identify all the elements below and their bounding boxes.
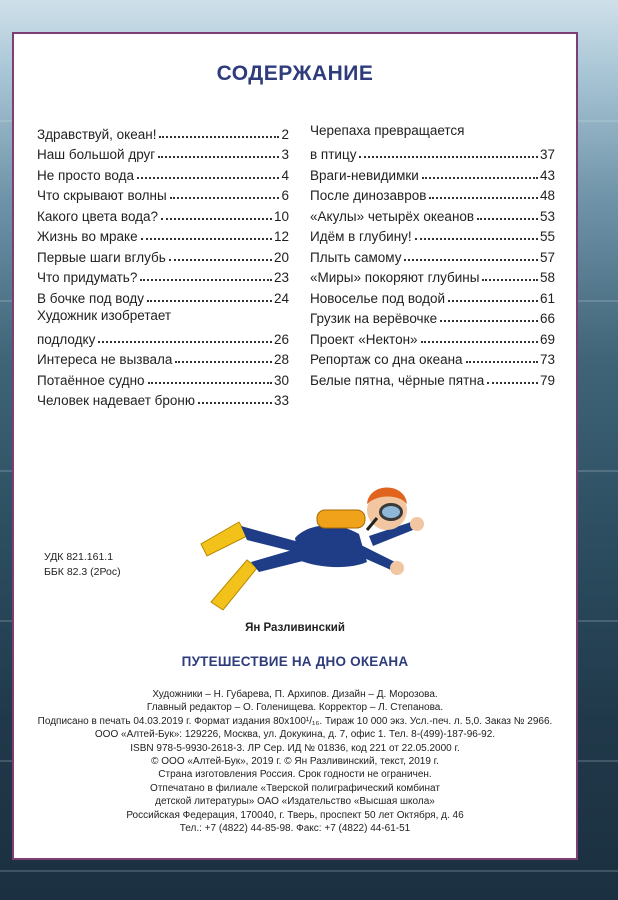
toc-entry-title: Не просто вода: [37, 167, 134, 183]
toc-leader-dots: [137, 177, 279, 179]
imprint-line: Художники – Н. Губарева, П. Архипов. Дизайн – Д. Морозова.: [152, 689, 438, 700]
toc-leader-dots: [141, 238, 272, 240]
toc-entry-title: Враги-невидимки: [310, 167, 419, 183]
toc-page-number: 4: [281, 167, 289, 183]
toc-entry: [37, 203, 289, 224]
toc-leader-dots: [170, 197, 280, 199]
toc-entry: [310, 162, 555, 183]
toc-page-number: 55: [539, 229, 555, 244]
toc-entry-title: В бочке под воду: [37, 290, 145, 306]
toc-page-number: 23: [273, 270, 289, 285]
toc-entry: [310, 244, 555, 265]
toc-entry: [310, 347, 555, 368]
toc-entry: [310, 183, 555, 204]
toc-entry-title: Здравствуй, океан!: [37, 126, 157, 142]
toc-entry: [310, 367, 555, 388]
toc-left-column: [37, 121, 289, 408]
toc-entry-title: «Миры» покоряют глубины: [310, 270, 480, 285]
toc-entry: [37, 142, 289, 163]
toc-page-number: 48: [539, 188, 555, 203]
toc-entry: [310, 326, 555, 347]
toc-page-number: 10: [273, 208, 289, 224]
toc-entry-title: Потаённое судно: [37, 372, 145, 388]
toc-entry-title: После динозавров: [310, 188, 427, 203]
toc-entry-title: Первые шаги вглубь: [37, 249, 166, 265]
imprint-line: Подписано в печать 04.03.2019 г. Формат издания 80x100¹/₁₆. Тираж 10 000 экз. Усл.-печ. л. 5,0. Заказ № 2966.: [37, 715, 553, 727]
toc-right-column: [310, 121, 555, 388]
toc-entry-title: «Акулы» четырёх океанов: [310, 208, 475, 224]
toc-page-number: 37: [539, 147, 555, 162]
imprint-block: [14, 688, 576, 835]
toc-entry: [310, 285, 555, 306]
toc-leader-dots: [429, 197, 538, 199]
toc-leader-dots: [140, 279, 272, 281]
toc-page-number: 43: [539, 167, 555, 183]
toc-leader-dots: [159, 136, 279, 138]
contents-page: [12, 32, 578, 860]
toc-entry-title: Жизнь во мраке: [37, 229, 138, 244]
toc-page-number: 61: [539, 290, 555, 306]
imprint-line: ISBN 978-5-9930-2618-3. ЛР Сер. ИД № 01836, код 221 от 22.05.2000 г.: [130, 742, 460, 754]
toc-entry-title: Человек надевает броню: [37, 393, 195, 408]
toc-page-number: 57: [539, 249, 555, 265]
toc-entry: [37, 285, 289, 306]
toc-entry-title: Плыть самому: [310, 249, 402, 265]
toc-page-number: 30: [273, 372, 289, 388]
bbk-code: ББК 82.3 (2Рос): [44, 566, 121, 578]
toc-entry-title-cont: подлодку: [37, 331, 96, 347]
toc-leader-dots: [415, 238, 538, 240]
toc-entry-title: Интереса не вызвала: [37, 352, 173, 367]
toc-page-number: 26: [273, 331, 289, 347]
toc-entry: [37, 367, 289, 388]
toc-leader-dots: [359, 156, 538, 158]
book-title: ПУТЕШЕСТВИЕ НА ДНО ОКЕАНА: [181, 654, 409, 669]
imprint-line: © ООО «Алтей-Бук», 2019 г. © Ян Разливинский, текст, 2019 г.: [151, 756, 439, 768]
toc-entry: [37, 162, 289, 183]
toc-leader-dots: [487, 382, 538, 384]
toc-page-number: 6: [281, 188, 289, 203]
toc-entry: [37, 183, 289, 204]
toc-entry: [37, 347, 289, 368]
toc-entry: [37, 121, 289, 142]
imprint-line: Тел.: +7 (4822) 44-85-98. Факс: +7 (4822) 44-61-51: [179, 823, 411, 835]
toc-page-number: 79: [539, 372, 555, 388]
toc-entry-title: Проект «Нектон»: [310, 331, 418, 347]
toc-leader-dots: [148, 382, 272, 384]
toc-entry: [37, 244, 289, 265]
toc-leader-dots: [404, 259, 537, 261]
page-title: СОДЕРЖАНИЕ: [216, 62, 374, 85]
toc-page-number: 69: [539, 331, 555, 347]
toc-page-number: 28: [273, 352, 289, 367]
toc-entry-title: Наш большой друг: [37, 147, 156, 162]
toc-entry: [310, 203, 555, 224]
toc-entry-title: Какого цвета вода?: [37, 208, 159, 224]
author-name: Ян Разливинский: [245, 622, 345, 634]
toc-entry-title: Идём в глубину!: [310, 229, 412, 244]
toc-page-number: 20: [273, 249, 289, 265]
toc-leader-dots: [161, 218, 272, 220]
toc-entry-line: [310, 142, 555, 163]
toc-entry-title: Белые пятна, чёрные пятна: [310, 372, 485, 388]
toc-page-number: 12: [273, 229, 289, 244]
toc-entry: [310, 224, 555, 245]
udk-code: УДК 821.161.1: [44, 551, 114, 563]
imprint-line: ООО «Алтей-Бук»: 129226, Москва, ул. Докукина, д. 7, офис 1. Тел. 8-(499)-187-96-92.: [94, 729, 496, 741]
toc-leader-dots: [466, 361, 538, 363]
toc-entry-title: Новоселье под водой: [310, 290, 446, 306]
toc-entry-title: Что придумать?: [37, 270, 138, 285]
toc-leader-dots: [147, 300, 272, 302]
toc-entry-title: Что скрывают волны: [37, 188, 167, 203]
toc-entry-title: Репортаж со дна океана: [310, 352, 463, 367]
diver-icon: [199, 452, 439, 627]
imprint-line: детской литературы» ОАО «Издательство «Высшая школа»: [155, 796, 435, 808]
toc-page-number: 58: [539, 270, 555, 285]
toc-entry-title: Художник изобретает: [37, 307, 172, 323]
toc-leader-dots: [477, 218, 538, 220]
toc-entry-line: [37, 326, 289, 347]
toc-leader-dots: [175, 361, 272, 363]
toc-entry: [37, 224, 289, 245]
toc-leader-dots: [482, 279, 538, 281]
toc-page-number: 2: [281, 126, 289, 142]
toc-page-number: 3: [281, 147, 289, 162]
toc-entry: [37, 306, 289, 347]
toc-entry: [37, 265, 289, 286]
toc-page-number: 73: [539, 352, 555, 367]
toc-page-number: 24: [273, 290, 289, 306]
toc-page-number: 53: [539, 208, 555, 224]
toc-leader-dots: [169, 259, 272, 261]
toc-entry: [37, 388, 289, 409]
toc-leader-dots: [440, 320, 538, 322]
imprint-line: Российская Федерация, 170040, г. Тверь, проспект 50 лет Октября, д. 46: [126, 809, 464, 821]
toc-entry: [310, 121, 555, 162]
toc-leader-dots: [158, 156, 279, 158]
toc-leader-dots: [98, 341, 272, 343]
imprint-line: Главный редактор – О. Голенищева. Корректор – Л. Степанова.: [146, 702, 444, 714]
imprint-line: Отпечатано в филиале «Тверской полиграфический комбинат: [150, 782, 440, 794]
toc-leader-dots: [448, 300, 538, 302]
toc-entry-title: Черепаха превращается: [310, 123, 465, 138]
toc-entry: [310, 265, 555, 286]
toc-entry-title-cont: в птицу: [310, 147, 357, 162]
toc-page-number: 33: [273, 393, 289, 408]
toc-leader-dots: [422, 177, 538, 179]
toc-leader-dots: [421, 341, 538, 343]
toc-entry: [310, 306, 555, 327]
imprint-line: Страна изготовления Россия. Срок годности не ограничен.: [158, 769, 432, 781]
toc-entry-title: Грузик на верёвочке: [310, 311, 438, 326]
toc-page-number: 66: [539, 311, 555, 326]
toc-leader-dots: [198, 402, 272, 404]
